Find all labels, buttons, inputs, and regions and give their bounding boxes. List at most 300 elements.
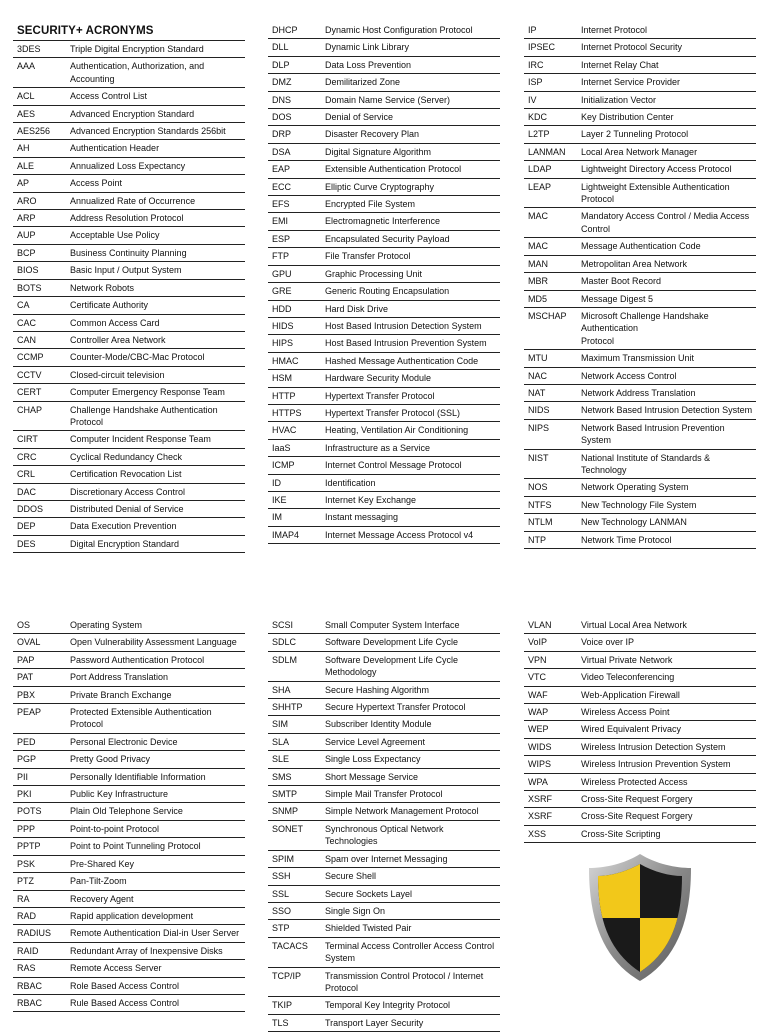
acronym-row (524, 385, 756, 402)
acronym-row (268, 266, 500, 283)
acronym-row (13, 367, 245, 384)
acronym-abbr: CIRT (17, 434, 38, 445)
acronym-definition: Network Access Control (581, 370, 677, 381)
acronym-abbr: SLE (272, 754, 290, 765)
acronym-row (524, 450, 756, 480)
acronym-abbr: SPIM (272, 853, 295, 864)
acronym-row (268, 231, 500, 248)
acronym-row (13, 821, 245, 838)
acronym-row (524, 368, 756, 385)
acronym-row (13, 88, 245, 105)
acronym-definition: Simple Network Management Protocol (325, 806, 479, 817)
acronym-definition: Terminal Access Controller Access Control System (325, 940, 495, 964)
acronym-definition: Pre-Shared Key (70, 858, 135, 869)
acronym-definition: Open Vulnerability Assessment Language (70, 637, 237, 648)
acronym-row (13, 652, 245, 669)
acronym-row (13, 669, 245, 686)
acronym-row (13, 518, 245, 535)
acronym-row (524, 652, 756, 669)
acronym-definition: Wireless Protected Access (581, 776, 688, 787)
acronym-abbr: WPA (528, 776, 548, 787)
acronym-abbr: AES (17, 108, 36, 119)
acronym-definition: Hashed Message Authentication Code (325, 355, 479, 366)
acronym-definition: Master Boot Record (581, 276, 662, 287)
acronym-definition: Simple Mail Transfer Protocol (325, 789, 443, 800)
acronym-abbr: OS (17, 620, 31, 630)
acronym-definition: Web-Application Firewall (581, 689, 680, 700)
acronym-row (268, 92, 500, 109)
acronym-row (13, 803, 245, 820)
acronym-definition: Hard Disk Drive (325, 303, 389, 314)
acronym-row (268, 213, 500, 230)
acronym-row (524, 687, 756, 704)
acronym-abbr: CAC (17, 317, 37, 328)
acronym-abbr: XSS (528, 828, 547, 839)
acronym-definition: Public Key Infrastructure (70, 789, 169, 800)
acronym-definition: Advanced Encryption Standard (70, 108, 195, 119)
acronym-abbr: TKIP (272, 1000, 293, 1011)
acronym-abbr: HIPS (272, 338, 294, 349)
column-bottom-right (524, 617, 756, 843)
acronym-row (524, 774, 756, 791)
acronym-row (524, 109, 756, 126)
acronym-definition: Secure Shell (325, 871, 377, 882)
acronym-abbr: SDLC (272, 637, 297, 648)
acronym-row (13, 786, 245, 803)
acronym-row (268, 283, 500, 300)
acronym-definition: Advanced Encryption Standards 256bit (70, 126, 226, 137)
acronym-definition: Role Based Access Control (70, 980, 180, 991)
acronym-definition: Wireless Intrusion Detection System (581, 741, 726, 752)
acronym-definition: Layer 2 Tunneling Protocol (581, 129, 689, 140)
acronym-definition: Virtual Private Network (581, 654, 673, 665)
acronym-row (268, 492, 500, 509)
acronym-row (524, 92, 756, 109)
acronym-row (268, 920, 500, 937)
acronym-definition: Wireless Access Point (581, 707, 670, 718)
acronym-row (524, 721, 756, 738)
acronym-definition: Message Authentication Code (581, 241, 701, 252)
acronym-row (268, 353, 500, 370)
acronym-row (13, 501, 245, 518)
acronym-definition: Secure Hypertext Transfer Protocol (325, 702, 466, 713)
acronym-definition: Single Loss Expectancy (325, 754, 421, 765)
acronym-row (13, 995, 245, 1012)
acronym-row (524, 256, 756, 273)
acronym-definition: Cross-Site Scripting (581, 828, 661, 839)
acronym-definition: Network Address Translation (581, 387, 696, 398)
acronym-abbr: DSA (272, 146, 291, 157)
acronym-row (524, 144, 756, 161)
acronym-definition: Temporal Key Integrity Protocol (325, 1000, 451, 1011)
acronym-definition: Business Continuity Planning (70, 247, 187, 258)
acronym-abbr: DDOS (17, 503, 44, 514)
acronym-definition: Host Based Intrusion Prevention System (325, 338, 487, 349)
acronym-row (13, 617, 245, 634)
acronym-row (13, 484, 245, 501)
acronym-definition: Triple Digital Encryption Standard (70, 44, 204, 54)
acronym-definition: Extensible Authentication Protocol (325, 164, 462, 175)
acronym-definition: Voice over IP (581, 637, 635, 648)
acronym-row (13, 908, 245, 925)
acronym-definition: New Technology LANMAN (581, 517, 687, 528)
acronym-definition: Generic Routing Encapsulation (325, 286, 450, 297)
acronym-abbr: WIPS (528, 759, 552, 770)
acronym-definition: Infrastructure as a Service (325, 442, 431, 453)
acronym-definition: Host Based Intrusion Detection System (325, 320, 482, 331)
acronym-definition: Metropolitan Area Network (581, 258, 688, 269)
acronym-row (268, 179, 500, 196)
acronym-abbr: PGP (17, 754, 37, 765)
acronym-row (13, 315, 245, 332)
acronym-abbr: RAD (17, 910, 37, 921)
acronym-definition: Microsoft Challenge Handshake Authentication Protocol (581, 310, 709, 346)
acronym-definition: Encapsulated Security Payload (325, 233, 450, 244)
acronym-definition: Private Branch Exchange (70, 689, 172, 700)
acronym-row (268, 786, 500, 803)
acronym-row (13, 943, 245, 960)
acronym-row (268, 682, 500, 699)
acronym-row (13, 245, 245, 262)
acronym-definition: Remote Access Server (70, 963, 162, 974)
acronym-row (268, 652, 500, 682)
acronym-definition: Authentication, Authorization, and Accounting (70, 61, 205, 84)
acronym-row (268, 803, 500, 820)
acronym-abbr: DES (17, 538, 36, 549)
acronym-abbr: HSM (272, 373, 292, 384)
acronym-row (268, 509, 500, 526)
acronym-abbr: NTP (528, 534, 546, 545)
acronym-row (13, 838, 245, 855)
acronym-row (268, 74, 500, 91)
acronym-row (13, 41, 245, 58)
acronym-definition: Closed-circuit television (70, 369, 165, 380)
acronym-definition: National Institute of Standards & Technology (581, 452, 711, 475)
acronym-row (524, 532, 756, 549)
acronym-abbr: AP (17, 178, 30, 189)
acronym-abbr: 3DES (17, 44, 41, 54)
acronym-abbr: TCP/IP (272, 970, 302, 981)
acronym-row (13, 402, 245, 432)
acronym-definition: Small Computer System Interface (325, 620, 460, 630)
acronym-row (268, 1015, 500, 1032)
column-top-right (524, 22, 756, 549)
acronym-abbr: ALE (17, 160, 35, 171)
acronym-definition: Key Distribution Center (581, 112, 674, 123)
acronym-definition: Identification (325, 477, 376, 488)
acronym-row (13, 873, 245, 890)
acronym-row (268, 405, 500, 422)
acronym-row (524, 739, 756, 756)
acronym-abbr: ESP (272, 233, 291, 244)
acronym-row (13, 769, 245, 786)
acronym-abbr: DEP (17, 521, 36, 532)
acronym-definition: Software Development Life Cycle Methodology (325, 654, 459, 678)
acronym-definition: Encrypted File System (325, 199, 416, 210)
acronym-definition: Distributed Denial of Service (70, 503, 184, 514)
acronym-row (524, 291, 756, 308)
acronym-abbr: EFS (272, 199, 290, 210)
acronym-abbr: DOS (272, 112, 292, 123)
acronym-definition: Software Development Life Cycle (325, 637, 459, 648)
acronym-abbr: NTFS (528, 499, 552, 510)
acronym-abbr: NAT (528, 387, 546, 398)
acronym-abbr: PED (17, 736, 36, 747)
acronym-definition: Service Level Agreement (325, 736, 426, 747)
acronym-definition: Instant messaging (325, 512, 399, 523)
acronym-abbr: HIDS (272, 320, 294, 331)
acronym-abbr: AAA (17, 61, 36, 72)
acronym-row (13, 856, 245, 873)
acronym-row (268, 868, 500, 885)
security-shield-icon (586, 852, 694, 982)
acronym-abbr: PII (17, 771, 29, 782)
acronym-row (524, 402, 756, 419)
acronym-definition: Video Teleconferencing (581, 672, 675, 683)
acronym-row (268, 109, 500, 126)
acronym-definition: Graphic Processing Unit (325, 268, 423, 279)
acronym-row (524, 238, 756, 255)
acronym-row (524, 634, 756, 651)
acronym-abbr: SMS (272, 771, 292, 782)
acronym-row (13, 262, 245, 279)
acronym-definition: Spam over Internet Messaging (325, 853, 448, 864)
acronym-abbr: PPTP (17, 841, 41, 852)
acronym-definition: Protected Extensible Authentication Protocol (70, 707, 212, 730)
acronym-row (268, 734, 500, 751)
acronym-definition: Data Execution Prevention (70, 521, 177, 532)
acronym-definition: Domain Name Service (Server) (325, 94, 451, 105)
acronym-definition: Rule Based Access Control (70, 997, 180, 1008)
acronym-row (268, 196, 500, 213)
acronym-row (524, 669, 756, 686)
acronym-definition: Digital Signature Algorithm (325, 146, 432, 157)
acronym-row (13, 536, 245, 553)
acronym-definition: Dynamic Link Library (325, 42, 410, 53)
acronym-abbr: GRE (272, 286, 292, 297)
acronym-abbr: ICMP (272, 460, 295, 471)
acronym-abbr: ARO (17, 195, 37, 206)
acronym-definition: Message Digest 5 (581, 293, 654, 304)
acronym-abbr: WAP (528, 707, 549, 718)
acronym-row (13, 58, 245, 88)
acronym-abbr: RBAC (17, 997, 43, 1008)
acronym-row (13, 349, 245, 366)
acronym-definition: Transmission Control Protocol / Internet Protocol (325, 970, 484, 993)
acronym-definition: Operating System (70, 620, 143, 630)
acronym-row (13, 751, 245, 768)
acronym-abbr: SSL (272, 888, 290, 899)
acronym-abbr: PSK (17, 858, 36, 869)
acronym-row (524, 57, 756, 74)
acronym-definition: Wired Equivalent Privacy (581, 724, 682, 735)
acronym-row (268, 388, 500, 405)
acronym-abbr: HTTPS (272, 407, 302, 418)
acronym-definition: Pan-Tilt-Zoom (70, 876, 127, 887)
acronym-abbr: EAP (272, 164, 291, 175)
acronym-abbr: RAS (17, 963, 36, 974)
acronym-abbr: TLS (272, 1017, 289, 1028)
acronym-abbr: PAP (17, 654, 35, 665)
acronym-row (268, 301, 500, 318)
acronym-definition: Network Robots (70, 282, 135, 293)
acronym-row (13, 175, 245, 192)
acronym-abbr: BIOS (17, 265, 39, 276)
acronym-abbr: PAT (17, 672, 34, 683)
column-bottom-left (13, 617, 245, 1012)
acronym-definition: File Transfer Protocol (325, 251, 411, 262)
acronym-row (268, 938, 500, 968)
acronym-row (268, 440, 500, 457)
acronym-abbr: DNS (272, 94, 292, 105)
acronym-definition: Plain Old Telephone Service (70, 806, 183, 817)
acronym-row (13, 227, 245, 244)
acronym-row (13, 449, 245, 466)
acronym-definition: Virtual Local Area Network (581, 620, 687, 630)
acronym-row (524, 617, 756, 634)
acronym-row (268, 457, 500, 474)
acronym-abbr: NTLM (528, 517, 553, 528)
acronym-definition: Shielded Twisted Pair (325, 923, 412, 934)
acronym-abbr: HTTP (272, 390, 296, 401)
acronym-row (268, 57, 500, 74)
acronym-row (524, 179, 756, 209)
acronym-abbr: PTZ (17, 876, 34, 887)
acronym-abbr: VoIP (528, 637, 548, 648)
acronym-row (524, 208, 756, 238)
acronym-abbr: MD5 (528, 293, 548, 304)
acronym-definition: Personal Electronic Device (70, 736, 178, 747)
acronym-row (268, 716, 500, 733)
acronym-row (268, 22, 500, 39)
acronym-row (268, 617, 500, 634)
acronym-abbr: IaaS (272, 442, 291, 453)
acronym-row (13, 960, 245, 977)
acronym-abbr: IMAP4 (272, 529, 300, 540)
acronym-abbr: RBAC (17, 980, 43, 991)
acronym-abbr: XSRF (528, 794, 553, 805)
acronym-definition: Certificate Authority (70, 300, 149, 311)
acronym-abbr: CHAP (17, 404, 43, 415)
acronym-abbr: RADIUS (17, 928, 52, 939)
acronym-abbr: NAC (528, 370, 548, 381)
acronym-definition: Heating, Ventilation Air Conditioning (325, 425, 469, 436)
acronym-abbr: PEAP (17, 707, 42, 718)
acronym-row (524, 808, 756, 825)
column-bottom-middle (268, 617, 500, 1032)
acronym-abbr: HVAC (272, 425, 297, 436)
acronym-row (524, 420, 756, 450)
acronym-abbr: TACACS (272, 940, 308, 951)
acronym-definition: Hypertext Transfer Protocol (SSL) (325, 407, 461, 418)
acronym-definition: Internet Service Provider (581, 77, 681, 88)
acronym-row (268, 161, 500, 178)
acronym-abbr: SHA (272, 684, 291, 695)
column-top-middle (268, 22, 500, 544)
acronym-definition: Counter-Mode/CBC-Mac Protocol (70, 352, 205, 363)
acronym-row (13, 193, 245, 210)
acronym-definition: Lightweight Directory Access Protocol (581, 164, 732, 175)
acronym-row (524, 39, 756, 56)
acronym-row (268, 126, 500, 143)
acronym-definition: Digital Encryption Standard (70, 538, 180, 549)
acronym-row (13, 704, 245, 734)
acronym-definition: Cross-Site Request Forgery (581, 811, 693, 822)
acronym-abbr: DAC (17, 486, 37, 497)
acronym-definition: Computer Emergency Response Team (70, 387, 225, 398)
acronym-row (13, 466, 245, 483)
acronym-row (13, 332, 245, 349)
acronym-definition: Port Address Translation (70, 672, 169, 683)
acronym-abbr: WEP (528, 724, 549, 735)
acronym-definition: Certification Revocation List (70, 469, 182, 480)
acronym-definition: Mandatory Access Control / Media Access Control (581, 211, 750, 234)
acronym-definition: Challenge Handshake Authentication Protocol (70, 404, 218, 427)
acronym-abbr: BOTS (17, 282, 42, 293)
acronym-definition: Rapid application development (70, 910, 194, 921)
acronym-abbr: LEAP (528, 181, 552, 192)
acronym-row (13, 734, 245, 751)
acronym-abbr: RA (17, 893, 30, 904)
acronym-abbr: ID (272, 477, 281, 488)
acronym-abbr: SHHTP (272, 702, 303, 713)
acronym-definition: Pretty Good Privacy (70, 754, 151, 765)
acronym-abbr: CCMP (17, 352, 44, 363)
acronym-abbr: VTC (528, 672, 546, 683)
acronym-abbr: FTP (272, 251, 289, 262)
acronym-row (524, 74, 756, 91)
acronym-definition: Address Resolution Protocol (70, 213, 184, 224)
acronym-abbr: ISP (528, 77, 543, 88)
acronym-row (268, 527, 500, 544)
acronym-row (13, 280, 245, 297)
acronym-abbr: SIM (272, 719, 289, 730)
acronym-definition: Common Access Card (70, 317, 160, 328)
acronym-row (268, 248, 500, 265)
acronym-row (13, 297, 245, 314)
acronym-definition: Short Message Service (325, 771, 419, 782)
acronym-abbr: AES256 (17, 126, 51, 137)
acronym-abbr: RAID (17, 945, 39, 956)
acronym-abbr: L2TP (528, 129, 550, 140)
acronym-definition: Disaster Recovery Plan (325, 129, 420, 140)
acronym-row (524, 791, 756, 808)
acronym-row (524, 704, 756, 721)
acronym-abbr: DLL (272, 42, 289, 53)
acronym-abbr: HMAC (272, 355, 299, 366)
acronym-abbr: POTS (17, 806, 42, 817)
acronym-row (524, 514, 756, 531)
acronym-row (268, 851, 500, 868)
acronym-row (13, 978, 245, 995)
acronym-row (268, 886, 500, 903)
acronym-abbr: DMZ (272, 77, 292, 88)
acronym-definition: Elliptic Curve Cryptography (325, 181, 435, 192)
acronym-abbr: DHCP (272, 25, 298, 35)
acronym-definition: Subscriber Identity Module (325, 719, 432, 730)
acronym-definition: Network Operating System (581, 482, 689, 493)
acronym-abbr: LDAP (528, 164, 552, 175)
acronym-abbr: IRC (528, 59, 544, 70)
acronym-row (524, 497, 756, 514)
acronym-definition: Secure Hashing Algorithm (325, 684, 430, 695)
acronym-abbr: VPN (528, 654, 547, 665)
acronym-definition: Controller Area Network (70, 334, 166, 345)
acronym-row (524, 22, 756, 39)
acronym-row (268, 634, 500, 651)
acronym-abbr: STP (272, 923, 290, 934)
acronym-row (13, 123, 245, 140)
